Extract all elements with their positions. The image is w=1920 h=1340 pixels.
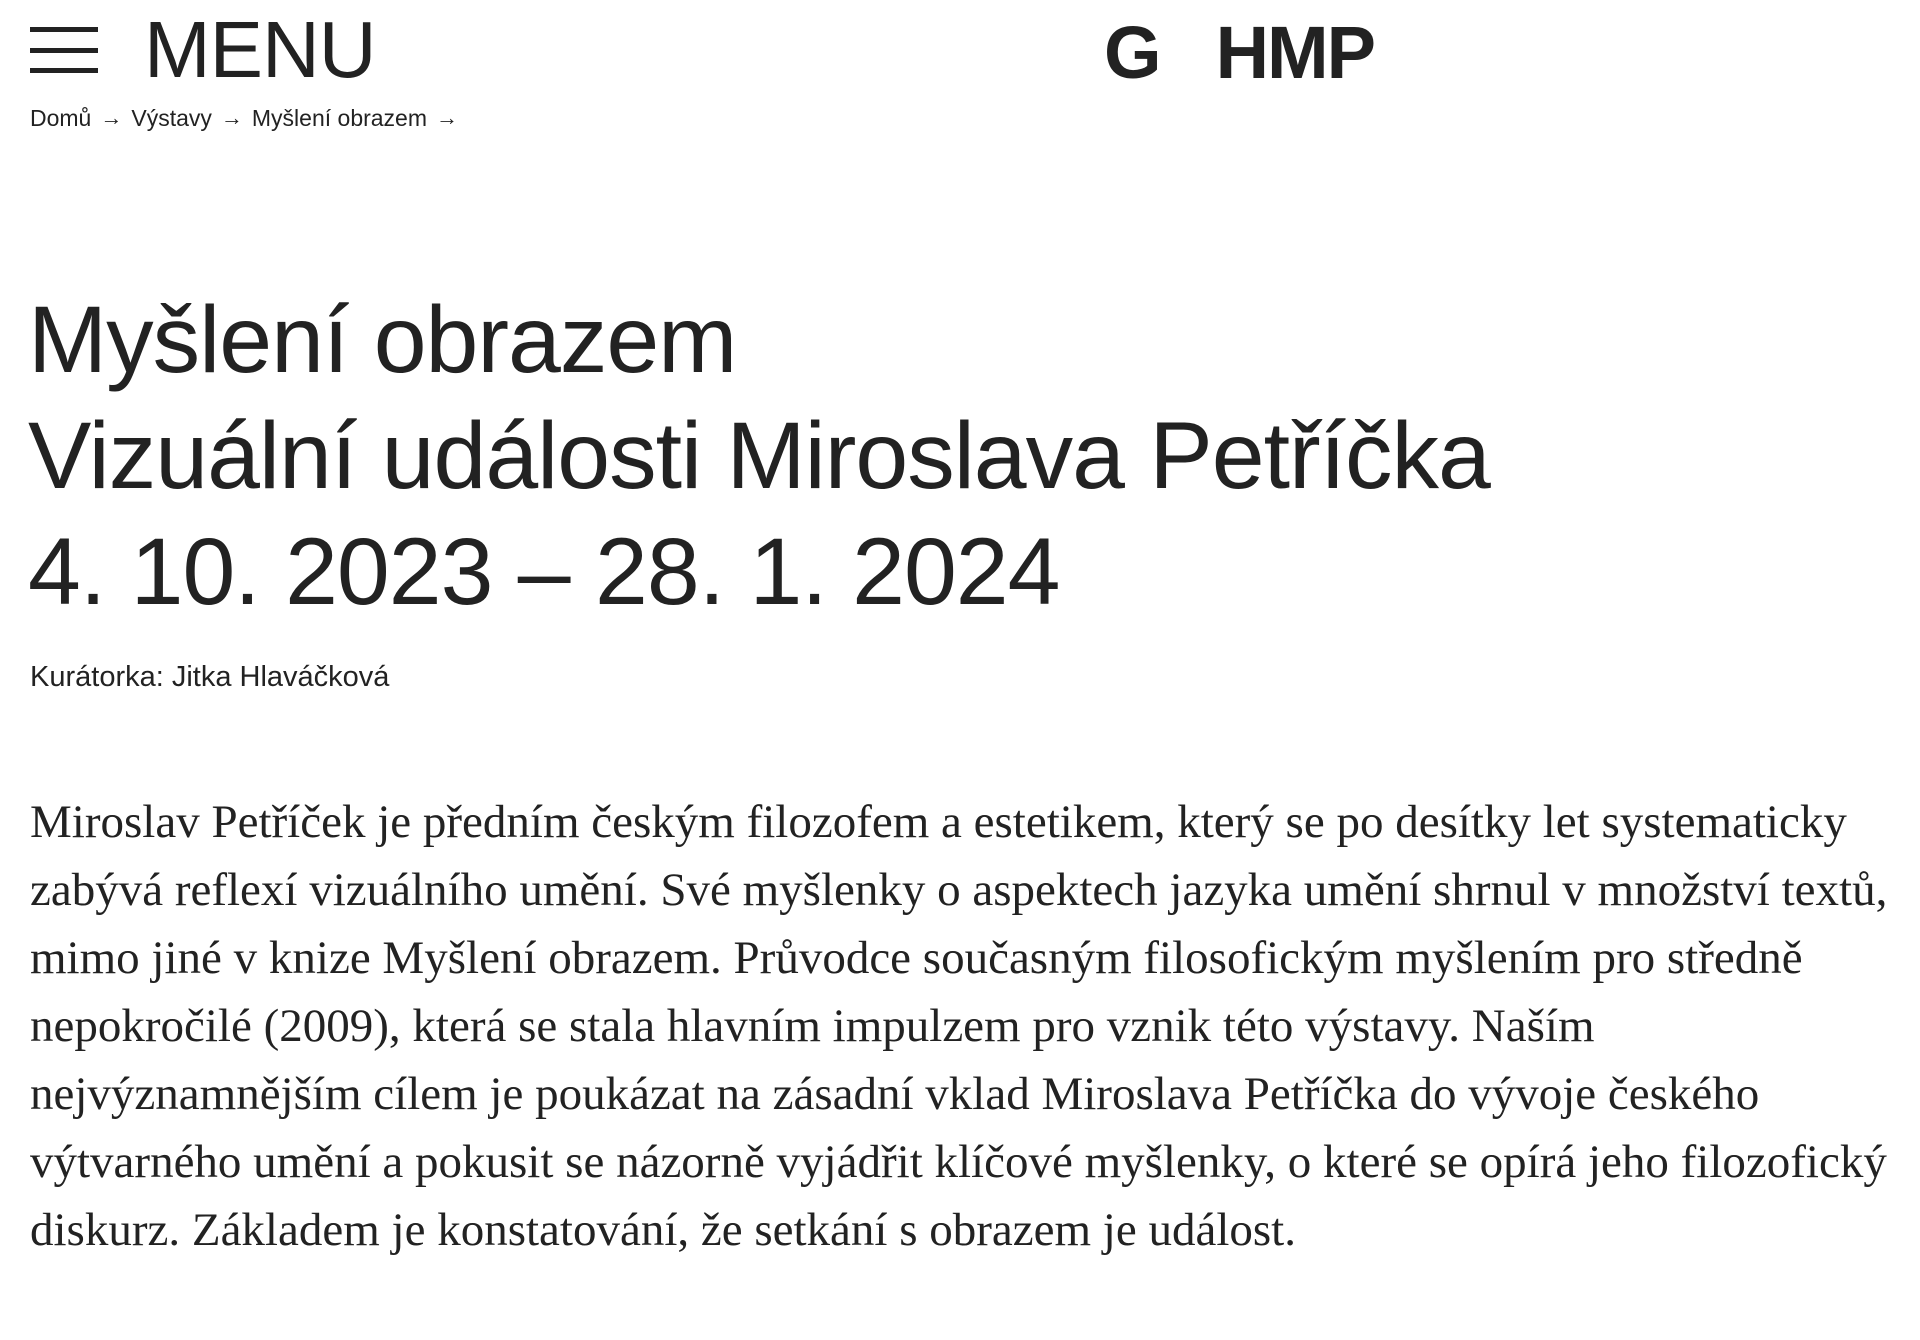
- breadcrumb-item-exhibitions[interactable]: Výstavy: [131, 105, 212, 131]
- arrow-right-icon: →: [436, 105, 459, 130]
- exhibition-subtitle: Vizuální události Miroslava Petříčka: [28, 403, 1490, 509]
- menu-button[interactable]: [30, 5, 376, 94]
- arrow-right-icon: →: [220, 105, 243, 130]
- logo-part-g: G: [1104, 10, 1160, 94]
- logo-part-hmp: HMP: [1215, 10, 1375, 94]
- page-title: [28, 282, 1490, 630]
- curator-credit: Kurátorka: Jitka Hlaváčková: [30, 661, 390, 693]
- breadcrumb-item-home[interactable]: Domů: [30, 105, 92, 131]
- exhibition-dates: 4. 10. 2023 – 28. 1. 2024: [28, 519, 1060, 625]
- hamburger-icon[interactable]: [30, 27, 98, 73]
- arrow-right-icon: →: [100, 105, 123, 130]
- menu-label[interactable]: MENU: [144, 5, 376, 94]
- site-header: [0, 0, 1920, 100]
- exhibition-title: Myšlení obrazem: [28, 287, 737, 393]
- breadcrumb-item-current[interactable]: Myšlení obrazem: [251, 105, 428, 131]
- exhibition-description: Miroslav Petříček je předním českým filozofem a estetikem, který se po desítky let systematicky zabývá reflexí vizuálního umění. Své myšlenky o aspektech jazyka umění shrnul v množství textů, mimo jiné v knize Myšlení obrazem. Průvodce současným filosofickým myšlením pro středně nepokročilé (2009), která se stala hlavním impulzem pro vznik této výstavy. Naším nejvýznamnějším cílem je poukázat na zásadní vklad Miroslava Petříčka do vývoje českého výtvarného umění a pokusit se názorně vyjádřit klíčové myšlenky, o které se opírá jeho filozofický diskurz. Základem je konstatování, že setkání s obrazem je událost.: [30, 796, 1888, 1256]
- breadcrumb: [30, 104, 467, 132]
- site-logo[interactable]: [1104, 12, 1374, 92]
